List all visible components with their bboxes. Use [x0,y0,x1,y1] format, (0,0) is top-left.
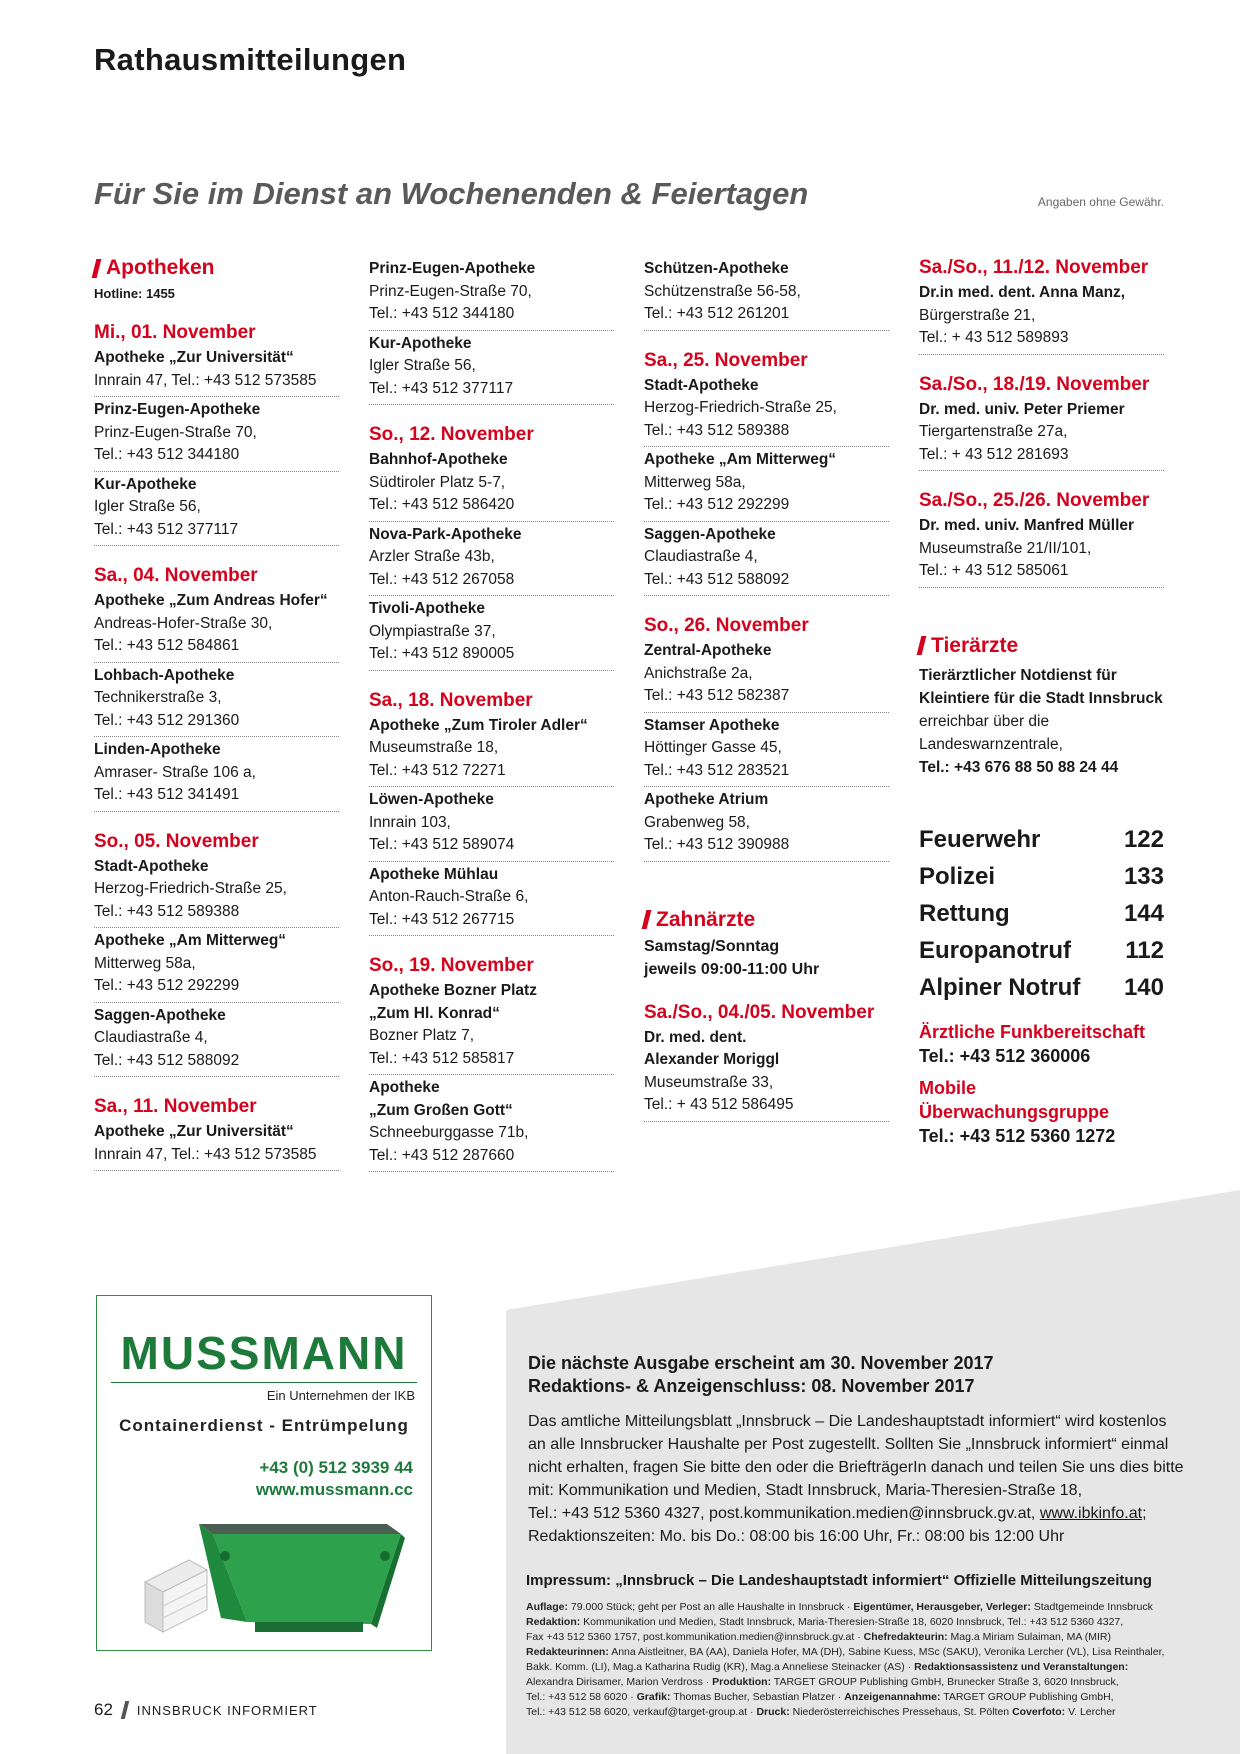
category-title: Zahnärzte [656,907,756,931]
list-item [369,447,614,522]
category-title: Apotheken [106,256,215,279]
impressum-value: TARGET GROUP Publishing GmbH, Brunecker Straße 3, 6020 Innsbruck, [771,1676,1119,1688]
entry-line: Schützenstraße 56-58, [644,282,801,300]
impressum-label: Produktion: [712,1676,772,1688]
date-heading: Sa./So., 11./12. November [919,257,1149,278]
slash-icon [917,636,927,655]
entry-line: Tel.: +43 512 589388 [94,902,240,920]
impressum-value: Tel.: +43 512 58 6020 · [526,1691,637,1703]
entry-name: Saggen-Apotheke [94,1006,226,1024]
list-item [369,522,614,597]
next-issue-date: Die nächste Ausgabe erscheint am 30. November 2017 [528,1353,994,1373]
entry-line: Tel.: +43 512 267715 [369,910,515,928]
slash-icon [642,910,652,929]
entry-line: Tel.: +43 512 344180 [94,446,240,463]
emergency-list [919,821,1164,1006]
impressum-value: Kommunikation und Medien, Stadt Innsbruck, Maria-Theresien-Straße 18, 6020 Innsbruck, Tel.: +43 512 5360 4327, [580,1616,1124,1628]
entry-name: Apotheke „Zur Universität“ [94,349,294,366]
entry-line: Technikerstraße 3, [94,689,222,706]
entry-line: Tel.: +43 512 377117 [94,520,239,538]
page-number: 62 [94,1700,113,1719]
disclaimer: Angaben ohne Gewähr. [1037,195,1164,209]
entry-line: Innrain 103, [369,813,451,831]
next-issue-heading [528,1352,1188,1398]
entry-name: Apotheke Bozner Platz [369,982,537,999]
entry-line: Höttinger Gasse 45, [644,739,782,756]
date-heading: Sa., 11. November [94,1096,257,1117]
impressum-line [526,1600,1188,1615]
col2-groups [369,256,614,1172]
impressum-label: Chefredakteurin: [863,1631,948,1643]
ad-website[interactable]: www.mussmann.cc [255,1480,413,1499]
entry-line: Herzog-Friedrich-Straße 25, [94,880,287,897]
entry-name: Dr.in med. dent. Anna Manz, [919,284,1126,301]
date-heading: Sa./So., 18./19. November [919,373,1150,395]
entry-line: Tel.: +43 512 588092 [94,1051,240,1069]
entry-line: Olympiastraße 37, [369,622,496,640]
list-item [94,737,339,812]
list-item [369,862,614,937]
section-title: Rathausmitteilungen [94,42,407,77]
entry-name: Dr. med. univ. Peter Priemer [919,400,1125,418]
impressum-label: Anzeigenannahme: [844,1691,941,1703]
entry-line: Museumstraße 21/II/101, [919,539,1092,557]
column-3 [644,256,889,1122]
entry-name: Stadt-Apotheke [94,857,209,875]
impressum-value: V. Lercher [1065,1706,1116,1718]
entry-name: Nova-Park-Apotheke [369,525,522,543]
list-item [644,447,889,522]
zahn-line2: jeweils 09:00-11:00 Uhr [644,960,820,978]
list-item [644,373,889,448]
entry-line: Bozner Platz 7, [369,1027,475,1044]
contact-line: Tel.: +43 512 5360 4327, post.kommunikation.medien@innsbruck.gv.at, [528,1505,1040,1522]
entry-line: Tel.: +43 512 584861 [94,637,240,654]
category-title: Tierärzte [931,633,1019,657]
emergency-label: Europanotruf [919,936,1071,964]
entry-line: Tel.: +43 512 344180 [369,305,515,322]
entry-line: Herzog-Friedrich-Straße 25, [644,399,837,416]
entry-name: Linden-Apotheke [94,741,221,758]
impressum-text [526,1600,1188,1720]
entry-line: Tel.: +43 512 586420 [369,496,515,513]
impressum-value: Mag.a Miriam Sulaiman, MA (MIR) [947,1631,1112,1643]
mobile-group-phone: Tel.: +43 512 5360 1272 [919,1125,1116,1146]
entry-line: Tel.: +43 512 72271 [369,761,506,779]
impressum-label: Grafik: [636,1691,671,1703]
impressum-label: Redaktion: [526,1616,581,1628]
container-illustration [137,1514,407,1642]
entry-name: Bahnhof-Apotheke [369,451,508,468]
entry-name: Kur-Apotheke [94,475,197,493]
entry-line: Museumstraße 33, [644,1073,774,1091]
emergency-number: 133 [1123,862,1164,890]
entry-name: Stadt-Apotheke [644,376,759,394]
entry-line: Claudiastraße 4, [94,1029,208,1046]
list-item [919,513,1164,588]
entry-line: Prinz-Eugen-Straße 70, [369,282,532,300]
distribution-text [528,1410,1188,1548]
advertisement[interactable] [96,1295,432,1651]
entry-name: Stamser Apotheke [644,716,780,734]
list-item [369,787,614,862]
impressum-value: Fax +43 512 5360 1757, post.kommunikation.medien@innsbruck.gv.at · [526,1631,864,1643]
entry-name: Apotheke „Am Mitterweg“ [94,932,287,949]
entry-name: Dr. med. dent. [644,1028,747,1046]
list-item [94,663,339,738]
column-2 [369,256,614,1172]
impressum-label: Redakteurinnen: [526,1646,609,1658]
entry-line: Tel.: +43 512 890005 [369,645,515,662]
ad-phone: +43 (0) 512 3939 44 [259,1458,413,1477]
list-item [644,787,889,862]
list-item [919,280,1164,355]
column-1 [94,256,339,1171]
mobile-group-label: Mobile Überwachungsgruppe [919,1077,1110,1122]
date-heading: Sa., 18. November [369,689,533,711]
date-heading: So., 26. November [644,615,809,636]
entry-name: Prinz-Eugen-Apotheke [94,401,261,418]
website-link[interactable]: www.ibkinfo.at; [1039,1505,1147,1522]
entry-line: Tel.: +43 512 589388 [644,421,790,439]
ad-tagline: Ein Unternehmen der IKB [266,1388,415,1403]
list-item [644,256,889,331]
page-subtitle: Für Sie im Dienst an Wochenenden & Feiertagen [94,176,809,211]
entry-name: Apotheke [369,1079,440,1096]
entry-name: Prinz-Eugen-Apotheke [369,260,536,277]
entry-line: Tel.: +43 512 287660 [369,1146,515,1164]
entry-line: Innrain 47, Tel.: +43 512 573585 [94,1145,317,1163]
emergency-number: 112 [1125,936,1164,964]
publication-name: INNSBRUCK INFORMIERT [136,1702,318,1718]
list-item [94,397,339,472]
entry-name: Apotheke „Zum Andreas Hofer“ [94,592,328,609]
impressum-value: Thomas Bucher, Sebastian Platzer · [670,1691,845,1703]
impressum-value: Alexandra Dirisamer, Marion Verdross · [526,1676,713,1688]
date-heading: Sa./So., 04./05. November [644,1001,875,1023]
footer [94,1700,318,1720]
list-item [94,588,339,663]
entry-line: Prinz-Eugen-Straße 70, [94,423,257,441]
list-item [94,928,339,1003]
entry-name: Apotheke Atrium [644,791,769,808]
impressum-line [526,1675,1188,1690]
date-heading: Mi., 01. November [94,322,256,343]
list-item [94,345,339,397]
tieraerzte-block [919,634,1164,779]
list-item [369,256,614,331]
entry-line: Grabenweg 58, [644,813,750,831]
list-item [94,854,339,929]
impressum-label: Eigentümer, Herausgeber, Verleger: [853,1601,1031,1613]
col4-groups [919,256,1164,588]
impressum-label: Auflage: [526,1601,568,1613]
emergency-number: 122 [1123,825,1164,853]
entry-name: Alexander Moriggl [644,1051,780,1068]
distribution-paragraph: Das amtliche Mitteilungsblatt „Innsbruck – Die Landeshauptstadt informiert“ wird kostenlos an alle Innsbrucker Haushalte per Post zugestellt. Sollten Sie „Innsbruck informiert“ einmal nicht erhalten, fragen Sie bitte den oder die BriefträgerIn danach und teilen Sie uns dies bitte mit: Kommunikation und Medien, Stadt Innsbruck, Maria-Theresien-Straße 18, [528,1413,1184,1499]
entry-line: Tel.: + 43 512 585061 [919,562,1069,579]
list-item [369,978,614,1075]
entry-name: Kur-Apotheke [369,334,472,352]
funk-label: Ärztliche Funkbereitschaft [919,1021,1146,1042]
emergency-label: Rettung [919,899,1010,927]
entry-name: Apotheke „Zum Tiroler Adler“ [369,716,588,734]
emergency-row [919,932,1164,969]
entry-line: Tel.: +43 512 390988 [644,836,790,853]
entry-line: Tel.: +43 512 582387 [644,687,790,704]
next-issue-info [528,1352,1188,1548]
entry-line: Tel.: +43 512 341491 [94,786,240,803]
impressum-value: 79.000 Stück; geht per Post an alle Haushalte in Innsbruck · [568,1601,854,1613]
entry-name: Apotheke „Am Mitterweg“ [644,451,837,468]
impressum-value: Tel.: +43 512 58 6020, verkauf@target-group.at · [526,1706,757,1718]
column-4 [919,256,1164,1148]
list-item [369,713,614,788]
entry-line: Mitterweg 58a, [644,473,746,491]
list-item [369,331,614,406]
entry-line: Bürgerstraße 21, [919,306,1036,324]
entry-name: Schützen-Apotheke [644,260,789,277]
zahnaerzte-block [644,908,889,1122]
impressum-value: Bakk. Komm. (LI), Mag.a Katharina Rudig (KR), Mag.a Anneliese Steinacker (AS) · [526,1661,915,1673]
impressum-heading: Impressum: „Innsbruck – Die Landeshauptstadt informiert“ Offizielle Mitteilungszeitung [526,1572,1152,1589]
entry-line: Tel.: + 43 512 281693 [919,445,1069,463]
date-heading: Sa./So., 25./26. November [919,490,1150,511]
slash-icon [92,259,102,278]
emergency-row [919,821,1164,858]
entry-line: Tel.: +43 512 292299 [94,977,240,994]
entry-line: Tel.: + 43 512 586495 [644,1096,794,1113]
impressum-line [526,1660,1188,1675]
entry-name: Löwen-Apotheke [369,791,494,808]
entry-line: Schneeburggasse 71b, [369,1124,529,1141]
category-zahnaerzte [644,908,889,932]
emergency-row [919,969,1164,1006]
zahn-line1: Samstag/Sonntag [644,937,780,955]
col1-groups [94,321,339,1171]
list-item [94,1119,339,1171]
impressum-value: Stadtgemeinde Innsbruck [1030,1601,1153,1613]
entry-line: Arzler Straße 43b, [369,548,495,565]
entry-line: Tel.: +43 512 292299 [644,496,790,513]
entry-line: Südtiroler Platz 5-7, [369,473,506,491]
impressum-label: Druck: [756,1706,790,1718]
entry-line: Tel.: +43 512 588092 [644,570,790,588]
entry-line: Amraser- Straße 106 a, [94,763,256,781]
emergency-row [919,858,1164,895]
entry-line: Anichstraße 2a, [644,664,753,682]
vet-label: Tierärztlicher Notdienst für Kleintiere für die Stadt Innsbruck [919,666,1163,707]
list-item [369,1075,614,1172]
impressum-line [526,1630,1188,1645]
date-heading: So., 12. November [369,424,534,445]
ad-divider [111,1382,417,1383]
emergency-label: Alpiner Notruf [919,973,1081,1001]
entry-line: Tel.: +43 512 283521 [644,761,790,779]
category-apotheken [94,256,339,280]
funk-phone: Tel.: +43 512 360006 [919,1045,1091,1066]
impressum-value: Niederösterreichisches Pressehaus, St. Pölten [789,1706,1013,1718]
pallet-icon [145,1560,207,1632]
ad-service: Containerdienst - Entrümpelung [119,1416,409,1435]
entry-line: Mitterweg 58a, [94,954,196,972]
entry-line: Tiergartenstraße 27a, [919,423,1068,440]
entry-line: Claudiastraße 4, [644,548,758,565]
impressum-label: Coverfoto: [1012,1706,1066,1718]
entry-name: Dr. med. univ. Manfred Müller [919,517,1135,534]
emergency-row [919,895,1164,932]
entry-line: Tel.: +43 512 585817 [369,1049,515,1067]
office-hours: Redaktionszeiten: Mo. bis Do.: 08:00 bis 16:00 Uhr, Fr.: 08:00 bis 12:00 Uhr [528,1528,1065,1545]
date-heading: Sa., 04. November [94,565,258,586]
impressum-line [526,1615,1188,1630]
entry-line: Tel.: +43 512 267058 [369,570,515,588]
impressum-label: Redaktionsassistenz und Veranstaltungen: [914,1661,1129,1673]
col3-groups [644,256,889,862]
entry-line: Igler Straße 56, [94,498,201,515]
entry-name: Tivoli-Apotheke [369,600,485,617]
entry-name: Apotheke Mühlau [369,865,499,883]
list-item [94,1003,339,1078]
date-heading: So., 05. November [94,830,259,852]
entry-line: Anton-Rauch-Straße 6, [369,888,529,905]
entry-name: „Zum Hl. Konrad“ [369,1004,500,1022]
entry-line: Innrain 47, Tel.: +43 512 573585 [94,371,317,389]
entry-line: Andreas-Hofer-Straße 30, [94,614,273,632]
category-tieraerzte [919,634,1164,658]
hotline: Hotline: 1455 [94,286,175,301]
entry-line: Tel.: + 43 512 589893 [919,329,1069,346]
impressum-line [526,1690,1188,1705]
impressum-value: TARGET GROUP Publishing GmbH, [940,1691,1114,1703]
entry-line: Tel.: +43 512 589074 [369,836,515,853]
list-item [94,472,339,547]
impressum-value: Anna Aistleitner, BA (AA), Daniela Hofer, MA (DH), Sabine Kuess, MSc (SAKU), Veronika Lercher (VL), Lisa Reinthaler, [608,1646,1165,1658]
container-icon [199,1524,405,1632]
list-item [369,596,614,671]
emergency-number: 140 [1123,973,1164,1001]
vet-text: erreichbar über die Landeswarnzentrale, [919,712,1063,753]
entry-line: Museumstraße 18, [369,739,499,756]
entry-name: „Zum Großen Gott“ [369,1101,513,1119]
entry-name: Lohbach-Apotheke [94,666,235,684]
deadline: Redaktions- & Anzeigenschluss: 08. November 2017 [528,1376,975,1396]
entry-line: Tel.: +43 512 291360 [94,711,240,729]
ad-brand-logo: MUSSMANN [120,1327,408,1379]
emergency-label: Polizei [919,862,996,890]
entry-name: Saggen-Apotheke [644,525,776,543]
list-item [644,638,889,713]
impressum-line [526,1705,1188,1720]
list-item [644,713,889,788]
entry-line: Tel.: +43 512 377117 [369,379,514,397]
date-heading: So., 19. November [369,955,534,976]
list-item [644,1025,889,1122]
date-heading: Sa., 25. November [644,349,808,371]
vet-phone: Tel.: +43 676 88 50 88 24 44 [919,758,1119,776]
impressum-line [526,1645,1188,1660]
entry-name: Apotheke „Zur Universität“ [94,1123,294,1140]
entry-name: Zentral-Apotheke [644,642,772,659]
slash-icon [121,1701,129,1719]
emergency-label: Feuerwehr [919,825,1041,853]
entry-line: Tel.: +43 512 261201 [644,305,790,322]
list-item [644,522,889,597]
list-item [919,397,1164,472]
entry-line: Igler Straße 56, [369,357,476,374]
emergency-number: 144 [1123,899,1164,927]
